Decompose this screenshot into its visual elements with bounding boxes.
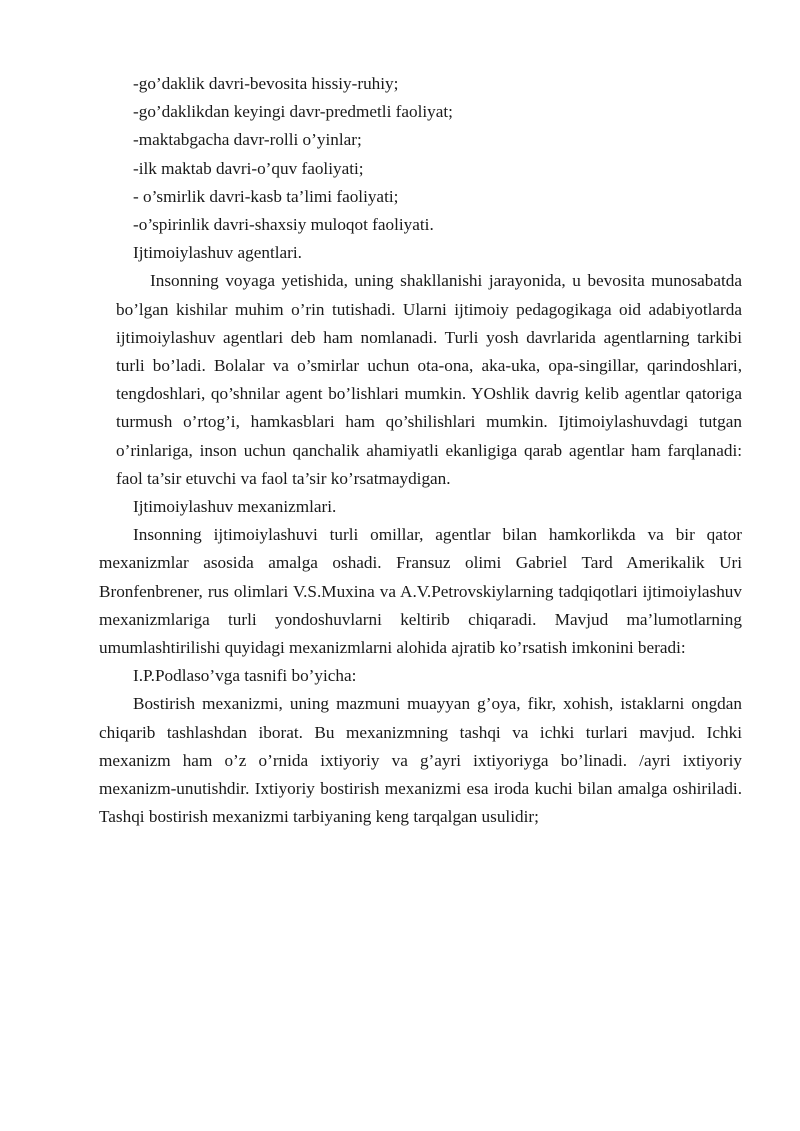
section-heading-agents: Ijtimoiylashuv agentlari.	[133, 243, 302, 263]
list-item: - o’smirlik davri-kasb ta’limi faoliyati;	[133, 186, 399, 206]
paragraph-agents: Insonning voyaga yetishida, uning shakllanishi jarayonida, u bevosita munosabatda bo’lgan kishilar muhim o’rin tutishadi. Ularni ijtimoiy pedagogikaga oid adabiyotlarda ijtimoiylashuv agentlari deb ham nomlanadi. Turli yosh davrlarida agentlarning tarkibi turli bo’ladi. Bolalar va o’smirlar uchun ota-ona, aka-uka, opa-singillar, qarindoshlari, tengdoshlari, qo’shnilar agent bo’lishlari mumkin. YOshlik davrig kelib agentlar qatoriga turmush o’rtog’i, hamkasblari ham qo’shilishlari mumkin. Ijtimoiylashuvdagi tutgan o’rinlariga, inson uchun qanchalik ahamiyatli ekanligiga qarab agentlar ham farqlanadi: faol ta’sir etuvchi va faol ta’sir ko’rsatmaydigan.	[116, 271, 742, 488]
list-item: -o’spirinlik davri-shaxsiy muloqot faoliyati.	[133, 215, 434, 235]
list-item: -go’daklikdan keyingi davr-predmetli faoliyat;	[133, 102, 453, 122]
section-heading-podlaso: I.P.Podlaso’vga tasnifi bo’yicha:	[133, 666, 357, 686]
list-item: -go’daklik davri-bevosita hissiy-ruhiy;	[133, 74, 399, 93]
list-item: -ilk maktab davri-o’quv faoliyati;	[133, 158, 364, 178]
paragraph-mechanisms: Insonning ijtimoiylashuvi turli omillar, agentlar bilan hamkorlikda va bir qator mexanizmlar asosida amalga oshadi. Fransuz olimi Gabriel Tard Amerikalik Uri Bronfenbrener, rus olimlari V.S.Muxina va A.V.Petrovskiylarning tadqiqotlari ijtimoiylashuv mexanizmlariga turli yondoshuvlarni keltirib chiqaradi. Mavjud ma’lumotlarning umumlashtirilishi quyidagi mexanizmlarni alohida ajratib ko’rsatish imkonini beradi:	[99, 525, 742, 658]
section-heading-mechanisms: Ijtimoiylashuv mexanizmlari.	[133, 497, 337, 517]
list-item: -maktabgacha davr-rolli o’yinlar;	[133, 130, 362, 150]
paragraph-bostirish: Bostirish mexanizmi, uning mazmuni muayyan g’oya, fikr, xohish, istaklarni ongdan chiqarib tashlashdan iborat. Bu mexanizmning tashqi va ichki turlari mavjud. Ichki mexanizm ham o’z o’rnida ixtiyoriy va g’ayri ixtiyoriyga bo’linadi. /ayri ixtiyoriy mexanizm-unutishdir. Ixtiyoriy bostirish mexanizmi esa iroda kuchi bilan amalga oshiriladi. Tashqi bostirish mexanizmi tarbiyaning keng tarqalgan usulidir;	[99, 694, 742, 827]
